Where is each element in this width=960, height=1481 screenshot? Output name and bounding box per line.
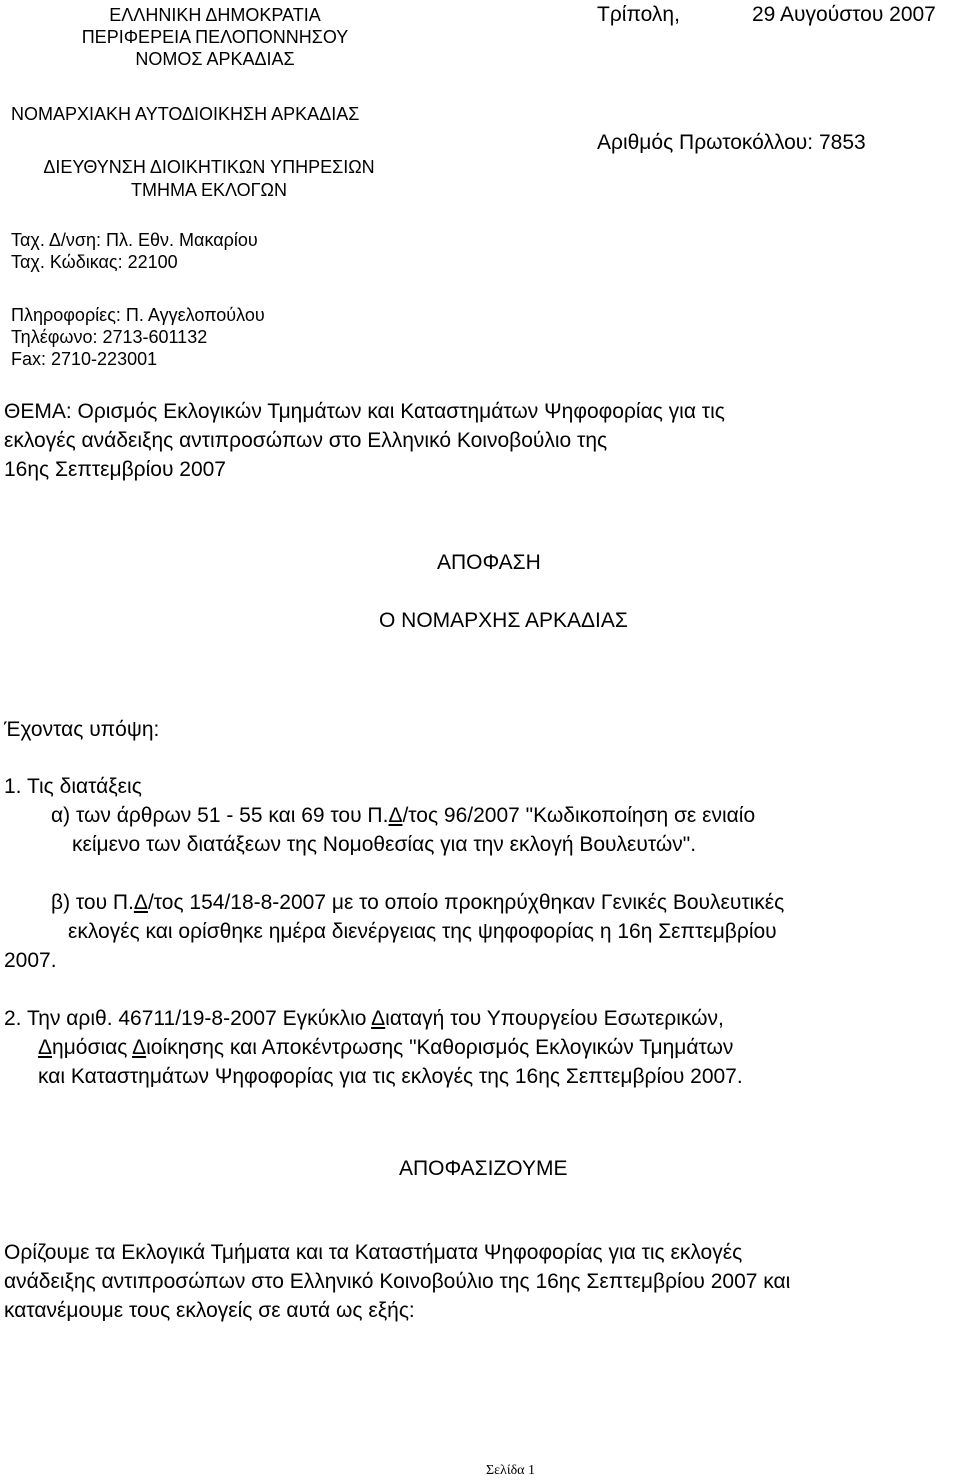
item-2-line-1 bbox=[4, 1004, 724, 1033]
item-2-text-post: ιαταγή του Υπουργείου Εσωτερικών, bbox=[385, 1007, 724, 1030]
header-department: ΤΜΗΜΑ ΕΚΛΟΓΩΝ bbox=[130, 180, 288, 200]
subject-line-2: εκλογές ανάδειξης αντιπροσώπων στο Ελληνικό Κοινοβούλιο της bbox=[4, 429, 608, 452]
item-2-line-3: και Καταστημάτων Ψηφοφορίας για τις εκλογές της 16ης Σεπτεμβρίου 2007. bbox=[38, 1065, 743, 1088]
we-decide-title: ΑΠΟΦΑΣΙΖΟΥΜΕ bbox=[399, 1157, 568, 1180]
item-2-line-2 bbox=[38, 1033, 733, 1062]
header-country-text: ΕΛΛΗΝΙΚΗ ΔΗΜΟΚΡΑΤΙΑ bbox=[109, 5, 321, 25]
item-1b-line-3: 2007. bbox=[4, 949, 57, 972]
item-1b-line-1 bbox=[51, 888, 784, 917]
item-2-line-2-text-a: ημόσιας bbox=[52, 1036, 133, 1059]
item-1a-text-underlined: Δ bbox=[388, 804, 403, 827]
header-phone: Τηλέφωνο: 2713-601132 bbox=[11, 327, 208, 347]
item-1a-line-2: κείμενο των διατάξεων της Νομοθεσίας για την εκλογή Βουλευτών". bbox=[72, 833, 697, 856]
header-postal-code: Ταχ. Κώδικας: 22100 bbox=[11, 252, 178, 272]
decision-title: ΑΠΟΦΑΣΗ bbox=[437, 551, 541, 574]
item-2-line-2-underlined-2: Δ bbox=[132, 1036, 147, 1059]
item-1a-text-post: /τος 96/2007 "Κωδικοποίηση σε ενιαίο bbox=[402, 804, 756, 827]
header-country bbox=[40, 4, 390, 26]
closing-line-3: κατανέμουμε τους εκλογείς σε αυτά ως εξής: bbox=[4, 1299, 415, 1322]
prefect-title: Ο ΝΟΜΑΡΧΗΣ ΑΡΚΑΔΙΑΣ bbox=[379, 609, 628, 632]
header-region-text: ΠΕΡΙΦΕΡΕΙΑ ΠΕΛΟΠΟΝΝΗΣΟΥ bbox=[81, 27, 349, 47]
item-2-text-underlined: Δ bbox=[371, 1007, 386, 1030]
item-2-text-pre: 2. Την αριθ. 46711/19-8-2007 Εγκύκλιο bbox=[4, 1007, 372, 1030]
item-2-line-2-underlined-1: Δ bbox=[38, 1036, 53, 1059]
header-place: Τρίπολη, bbox=[597, 3, 680, 26]
item-1b-text-pre: β) του Π. bbox=[51, 891, 134, 914]
item-2-line-2-text-b: ιοίκησης και Αποκέντρωσης "Καθορισμός Εκλογικών Τμημάτων bbox=[146, 1036, 734, 1059]
header-directorate: ΔΙΕΥΘΥΝΣΗ ΔΙΟΙΚΗΤΙΚΩΝ ΥΠΗΡΕΣΙΩΝ bbox=[43, 157, 375, 177]
item-1a-line-1 bbox=[51, 801, 755, 830]
header-prefecture bbox=[40, 48, 390, 70]
closing-line-2: ανάδειξης αντιπροσώπων στο Ελληνικό Κοινοβούλιο της 16ης Σεπτεμβρίου 2007 και bbox=[4, 1270, 791, 1293]
header-prefecture-text: ΝΟΜΟΣ ΑΡΚΑΔΙΑΣ bbox=[135, 49, 295, 69]
item-1a-text-pre: α) των άρθρων 51 - 55 και 69 του Π. bbox=[51, 804, 389, 827]
item-1b-text-post: /τος 154/18-8-2007 με το οποίο προκηρύχθηκαν Γενικές Βουλευτικές bbox=[147, 891, 785, 914]
header-protocol: Αριθμός Πρωτοκόλλου: 7853 bbox=[597, 131, 866, 154]
item-1b-line-2: εκλογές και ορίσθηκε ημέρα διενέργειας της ψηφοφορίας η 16η Σεπτεμβρίου bbox=[68, 920, 777, 943]
header-date: 29 Αυγούστου 2007 bbox=[752, 3, 936, 26]
item-1-title: 1. Τις διατάξεις bbox=[4, 775, 142, 798]
closing-line-1: Ορίζουμε τα Εκλογικά Τμήματα και τα Καταστήματα Ψηφοφορίας για τις εκλογές bbox=[4, 1241, 743, 1264]
header-address: Ταχ. Δ/νση: Πλ. Εθν. Μακαρίου bbox=[11, 230, 258, 250]
header-region bbox=[40, 26, 390, 48]
header-info: Πληροφορίες: Π. Αγγελοπούλου bbox=[11, 305, 265, 325]
page-number: Σελίδα 1 bbox=[486, 1463, 536, 1478]
considering-label: Έχοντας υπόψη: bbox=[4, 718, 160, 741]
item-1b-text-underlined: Δ bbox=[133, 891, 148, 914]
subject-line-1: ΘΕΜΑ: Ορισμός Εκλογικών Τμημάτων και Καταστημάτων Ψηφοφορίας για τις bbox=[4, 400, 725, 423]
header-fax: Fax: 2710-223001 bbox=[11, 349, 158, 369]
header-authority: ΝΟΜΑΡΧΙΑΚΗ ΑΥΤΟΔΙΟΙΚΗΣΗ ΑΡΚΑΔΙΑΣ bbox=[11, 104, 360, 124]
subject-line-3: 16ης Σεπτεμβρίου 2007 bbox=[4, 458, 226, 481]
